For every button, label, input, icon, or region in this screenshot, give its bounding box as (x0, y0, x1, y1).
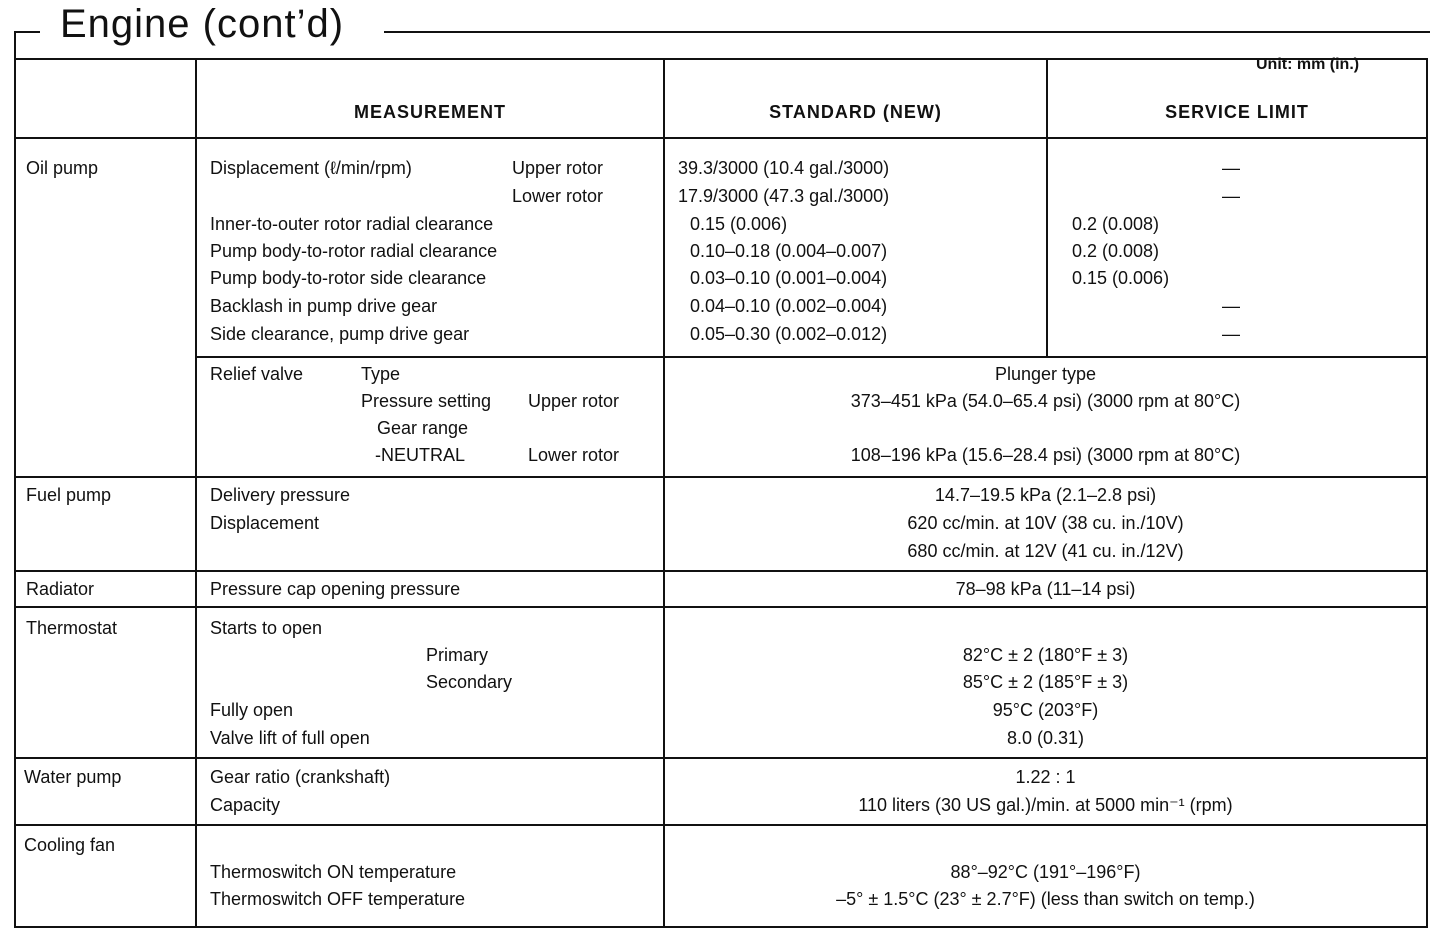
thermostat-primary-value: 82°C ± 2 (180°F ± 3) (962, 645, 1129, 665)
oil-row-2-standard: 17.9/3000 (47.3 gal./3000) (678, 186, 890, 206)
fuel-pump-divider (16, 476, 1426, 478)
page-title: Engine (cont’d) (60, 2, 360, 47)
oil-row-3-measurement: Inner-to-outer rotor radial clearance (210, 214, 494, 234)
title-rule (384, 31, 1430, 33)
relief-valve-label: Relief valve (210, 364, 304, 384)
oil-row-3-standard: 0.15 (0.006) (690, 214, 788, 234)
fuel-displacement-value-2: 680 cc/min. at 12V (41 cu. in./12V) (907, 541, 1184, 561)
header-divider (16, 137, 1426, 139)
relief-type-value: Plunger type (994, 364, 1097, 384)
water-gear-ratio: Gear ratio (crankshaft) (210, 767, 391, 787)
oil-row-7-standard: 0.05–0.30 (0.002–0.012) (690, 324, 888, 344)
radiator-measurement: Pressure cap opening pressure (210, 579, 461, 599)
oil-row-4-measurement: Pump body-to-rotor radial clearance (210, 241, 498, 261)
fan-off-label: Thermoswitch OFF temperature (210, 889, 466, 909)
header-measurement: MEASUREMENT (353, 102, 506, 122)
col-divider-1 (195, 60, 197, 928)
oil-row-3-limit: 0.2 (0.008) (1072, 214, 1160, 234)
relief-type-label: Type (361, 364, 401, 384)
relief-upper-rotor: Upper rotor (528, 391, 620, 411)
oil-row-4-standard: 0.10–0.18 (0.004–0.007) (690, 241, 888, 261)
section-water-pump: Water pump (24, 767, 122, 787)
water-gear-ratio-value: 1.22 : 1 (1015, 767, 1076, 787)
oil-row-6-standard: 0.04–0.10 (0.002–0.004) (690, 296, 888, 316)
thermostat-secondary-value: 85°C ± 2 (185°F ± 3) (962, 672, 1129, 692)
water-pump-divider (16, 757, 1426, 759)
oil-row-4-limit: 0.2 (0.008) (1072, 241, 1160, 261)
thermostat-fully-open: Fully open (210, 700, 294, 720)
thermostat-starts: Starts to open (210, 618, 323, 638)
oil-row-5-limit: 0.15 (0.006) (1072, 268, 1170, 288)
fuel-delivery-value: 14.7–19.5 kPa (2.1–2.8 psi) (934, 485, 1157, 505)
relief-pressure-label: Pressure setting (361, 391, 492, 411)
fuel-displacement-value-1: 620 cc/min. at 10V (38 cu. in./10V) (907, 513, 1184, 533)
cooling-fan-divider (16, 824, 1426, 826)
water-capacity: Capacity (210, 795, 281, 815)
oil-row-1-standard: 39.3/3000 (10.4 gal./3000) (678, 158, 890, 178)
title-row (14, 0, 1430, 56)
radiator-value: 78–98 kPa (11–14 psi) (955, 579, 1136, 599)
fan-off-value: –5° ± 1.5°C (23° ± 2.7°F) (less than switch on temp.) (836, 889, 1255, 909)
thermostat-primary: Primary (426, 645, 488, 665)
relief-lower-value: 108–196 kPa (15.6–28.4 psi) (3000 rpm at 80°C) (850, 445, 1241, 465)
oil-row-5-measurement: Pump body-to-rotor side clearance (210, 268, 487, 288)
thermostat-divider (16, 606, 1426, 608)
fan-on-label: Thermoswitch ON temperature (210, 862, 457, 882)
oil-row-7-limit: — (1222, 324, 1240, 344)
oil-row-2-limit: — (1222, 186, 1240, 206)
fuel-delivery-label: Delivery pressure (210, 485, 351, 505)
section-fuel-pump: Fuel pump (26, 485, 112, 505)
relief-divider (195, 356, 1426, 358)
oil-row-1-sub: Upper rotor (512, 158, 604, 178)
fuel-displacement-label: Displacement (210, 513, 320, 533)
section-thermostat: Thermostat (26, 618, 118, 638)
thermostat-valve-lift-value: 8.0 (0.31) (1006, 728, 1085, 748)
oil-row-7-measurement: Side clearance, pump drive gear (210, 324, 470, 344)
thermostat-valve-lift: Valve lift of full open (210, 728, 370, 748)
relief-neutral: -NEUTRAL (375, 445, 466, 465)
section-cooling-fan: Cooling fan (24, 835, 116, 855)
oil-row-1-limit: — (1222, 158, 1240, 178)
radiator-divider (16, 570, 1426, 572)
relief-lower-rotor: Lower rotor (528, 445, 620, 465)
thermostat-fully-open-value: 95°C (203°F) (992, 700, 1099, 720)
unit-label: Unit: mm (in.) (1256, 56, 1360, 73)
header-standard: STANDARD (NEW) (769, 102, 942, 122)
section-oil-pump: Oil pump (26, 158, 99, 178)
oil-row-6-measurement: Backlash in pump drive gear (210, 296, 438, 316)
water-capacity-value: 110 liters (30 US gal.)/min. at 5000 min⁻¹ (rpm) (858, 795, 1233, 815)
thermostat-secondary: Secondary (426, 672, 513, 692)
oil-row-6-limit: — (1222, 296, 1240, 316)
relief-gear-range: Gear range (377, 418, 469, 438)
section-radiator: Radiator (26, 579, 95, 599)
oil-row-5-standard: 0.03–0.10 (0.001–0.004) (690, 268, 888, 288)
header-service-limit: SERVICE LIMIT (1165, 102, 1309, 122)
relief-upper-value: 373–451 kPa (54.0–65.4 psi) (3000 rpm at 80°C) (850, 391, 1241, 411)
title-rule-corner (14, 31, 16, 61)
oil-row-1-measurement: Displacement (ℓ/min/rpm) (210, 158, 412, 178)
oil-row-2-sub: Lower rotor (512, 186, 604, 206)
spec-table (14, 58, 1428, 928)
fan-on-value: 88°–92°C (191°–196°F) (950, 862, 1141, 882)
title-rule-left (14, 31, 40, 33)
